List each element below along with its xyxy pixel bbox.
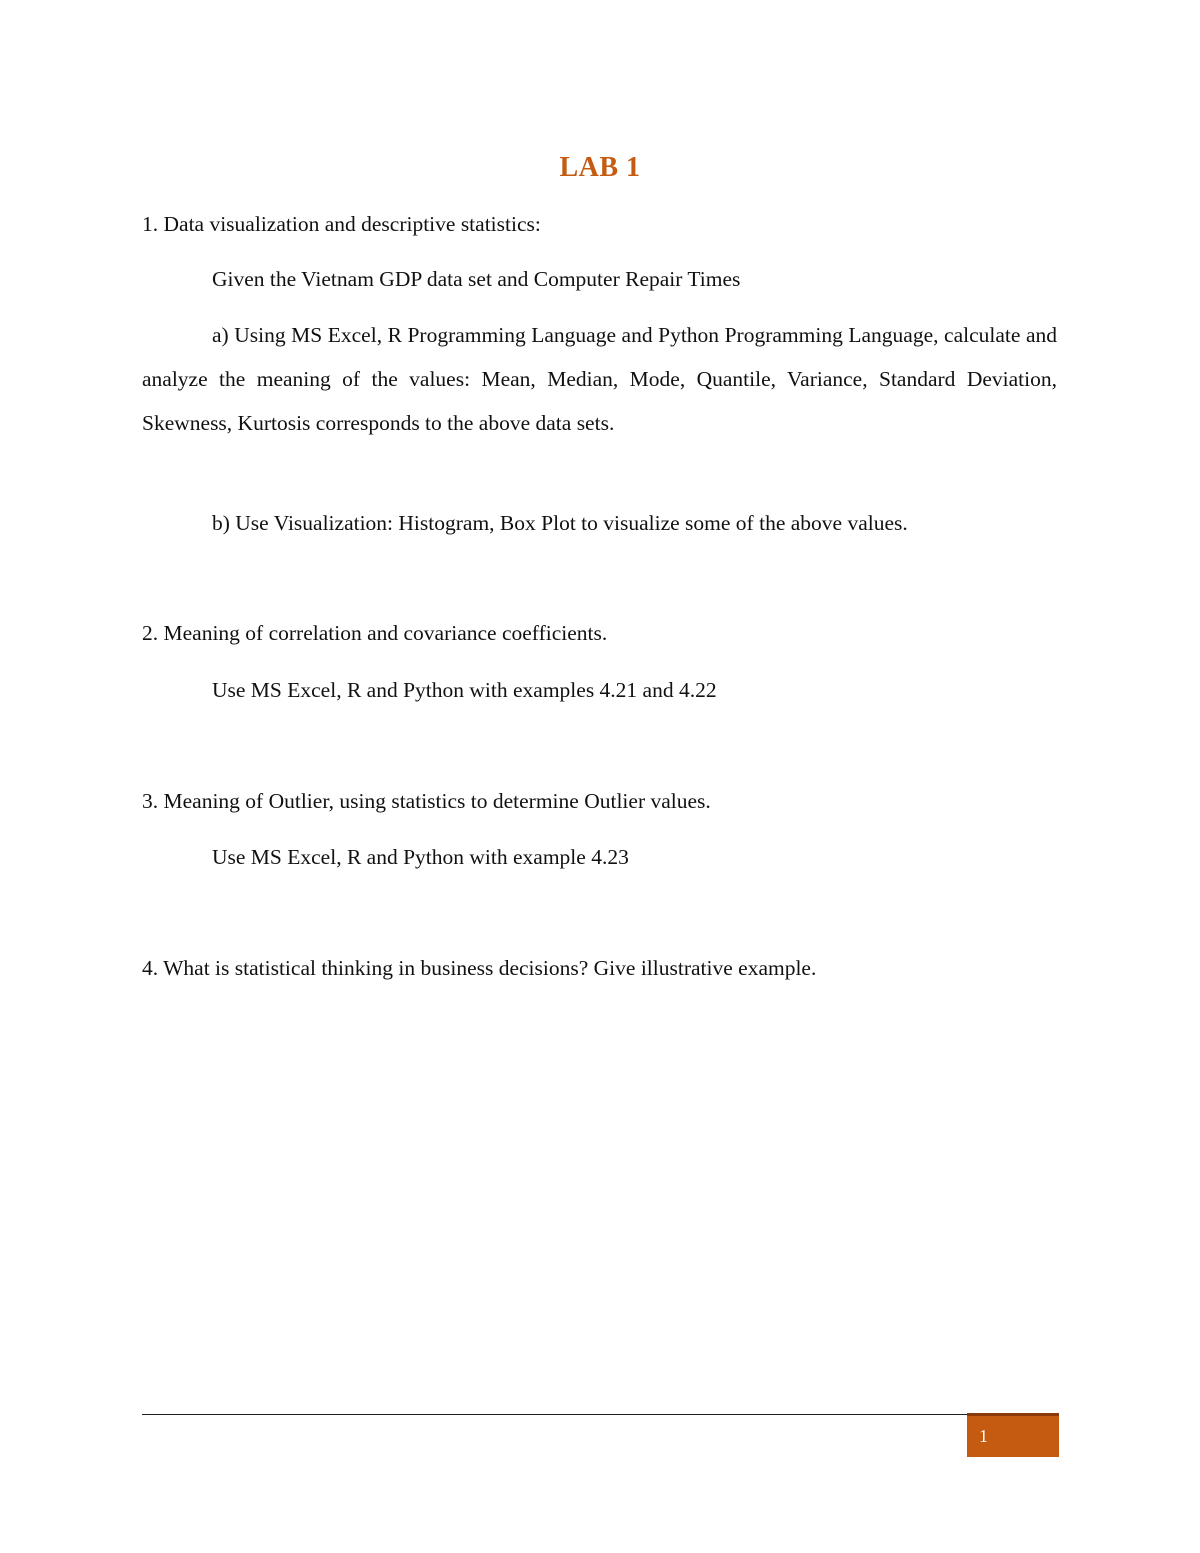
page-number-badge — [967, 1413, 1059, 1457]
section-1-intro: Given the Vietnam GDP data set and Computer Repair Times — [212, 267, 741, 291]
page-title: LAB 1 — [559, 152, 641, 183]
section-3-detail: Use MS Excel, R and Python with example 4.23 — [212, 845, 629, 869]
footer-divider — [142, 1414, 967, 1415]
section-2-heading: 2. Meaning of correlation and covariance coefficients. — [142, 621, 608, 645]
section-2-detail: Use MS Excel, R and Python with examples 4.21 and 4.22 — [212, 678, 717, 702]
section-1-item-a: a) Using MS Excel, R Programming Language and Python Programming Language, calculate and analyze the meaning of the values: Mean, Median, Mode, Quantile, Variance, Standard Deviation, Skewness, Kurtosis corresponds to the above data sets. — [142, 323, 1057, 435]
section-1-item-b: b) Use Visualization: Histogram, Box Plot to visualize some of the above values. — [212, 511, 908, 535]
section-4-heading: 4. What is statistical thinking in business decisions? Give illustrative example. — [142, 956, 817, 980]
page-number: 1 — [979, 1426, 988, 1446]
section-3-heading: 3. Meaning of Outlier, using statistics to determine Outlier values. — [142, 789, 711, 813]
section-1-heading: 1. Data visualization and descriptive statistics: — [142, 212, 541, 236]
